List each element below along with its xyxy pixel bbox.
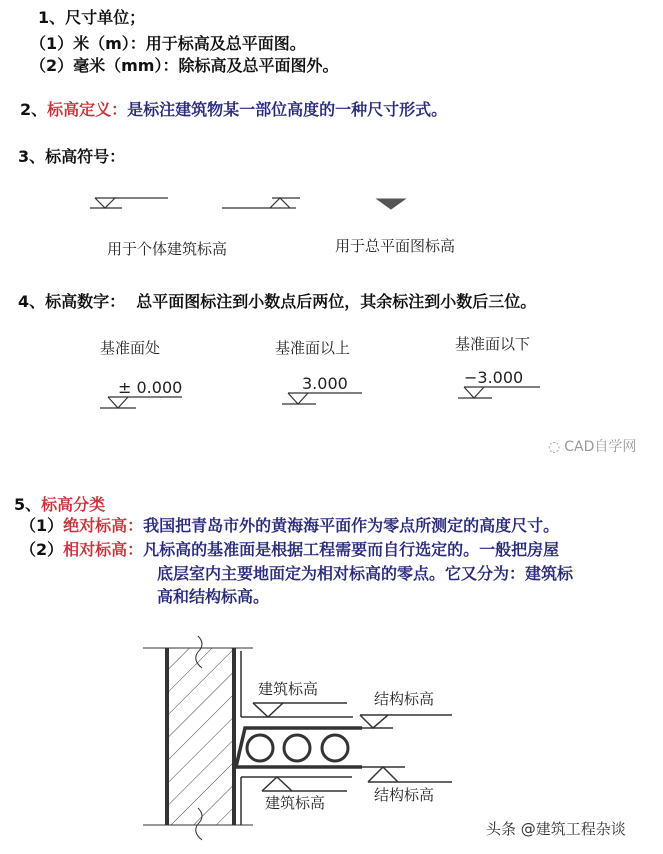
section5-item2-line2: 底层室内主要地面定为相对标高的零点。它又分为：建筑标 <box>157 564 574 583</box>
section4-rule: 总平面图标注到小数点后两位，其余标注到小数后三位。 <box>136 292 537 311</box>
section4-heading: 4、标高数字： <box>18 292 126 311</box>
label-struct-elevation-bottom: 结构标高 <box>374 786 435 804</box>
elevation-symbol-left <box>90 198 168 208</box>
example-label: 基准面以上 <box>275 339 351 357</box>
elevation-symbol-right <box>222 198 300 208</box>
example-label: 基准面处 <box>100 339 161 357</box>
wechat-icon: ◌ <box>548 439 561 455</box>
label-arch-elevation-bottom: 建筑标高 <box>265 794 326 812</box>
section3-heading: 3、标高符号： <box>18 147 126 166</box>
section1-item1: （1）米（m）：用于标高及总平面图。 <box>30 34 306 53</box>
section5-item1: （1）绝对标高：我国把青岛市外的黄海海平面作为零点所测定的高度尺寸。 <box>20 516 560 535</box>
section1-heading: 1、尺寸单位； <box>38 8 146 27</box>
example-symbols <box>100 387 540 408</box>
section5-heading: 5、标高分类 <box>14 495 106 514</box>
section1-item2: （2）毫米（mm）：除标高及总平面图外。 <box>30 56 339 75</box>
example-value: 3.000 <box>302 374 348 393</box>
section2-term: 标高定义： <box>47 100 128 119</box>
example-value: −3.000 <box>464 368 524 387</box>
caption-site: 用于总平面图标高 <box>335 237 456 255</box>
example-value: ± 0.000 <box>118 378 183 397</box>
watermark-toutiao: 头条 @建筑工程杂谈 <box>486 820 626 838</box>
label-arch-elevation-top: 建筑标高 <box>258 680 319 698</box>
caption-individual: 用于个体建筑标高 <box>107 240 228 258</box>
label-struct-elevation-top: 结构标高 <box>374 690 435 708</box>
section2-label: 2、 <box>20 100 48 119</box>
watermark-cad: ◌ CAD自学网 <box>548 439 637 455</box>
site-elevation-symbol <box>377 199 405 209</box>
section2-definition: 是标注建筑物某一部位高度的一种尺寸形式。 <box>127 100 448 119</box>
section5-item2: （2）相对标高：凡标高的基准面是根据工程需要而自行选定的。一般把房屋 <box>20 540 560 559</box>
section5-item2-line3: 高和结构标高。 <box>157 587 270 606</box>
example-label: 基准面以下 <box>455 335 531 353</box>
